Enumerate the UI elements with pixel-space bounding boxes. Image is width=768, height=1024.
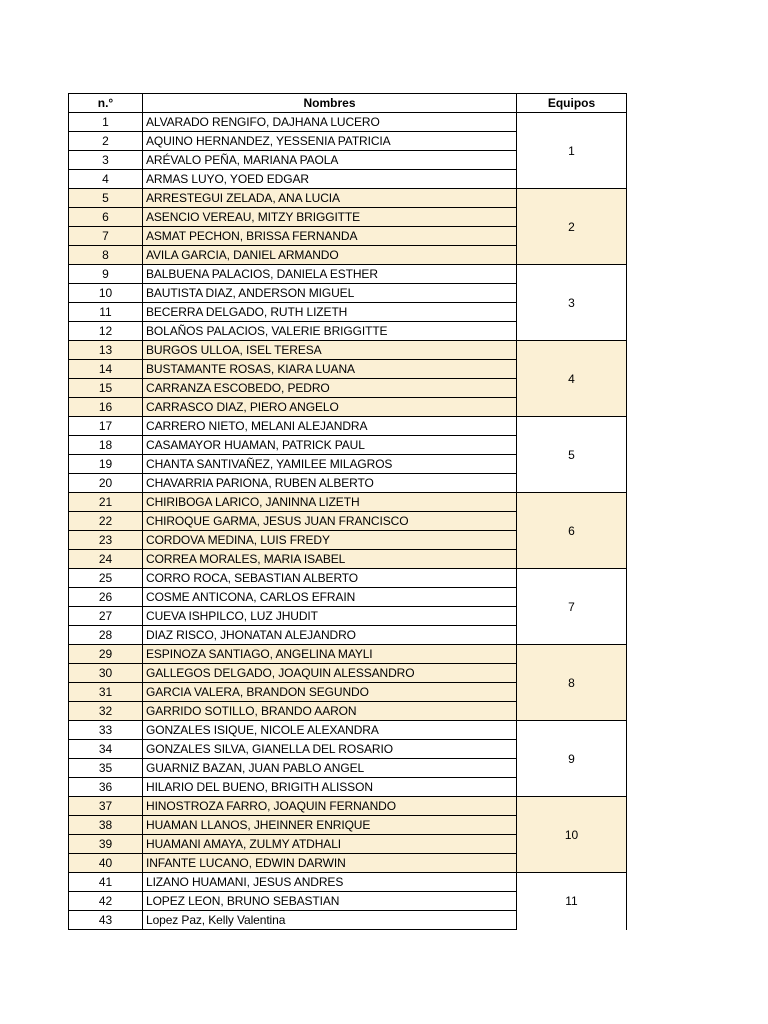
row-number: 26 [69, 588, 143, 607]
row-number: 17 [69, 417, 143, 436]
row-number: 36 [69, 778, 143, 797]
header-row [69, 94, 627, 113]
roster-body [69, 113, 627, 930]
row-number: 21 [69, 493, 143, 512]
row-number: 5 [69, 189, 143, 208]
student-name: COSME ANTICONA, CARLOS EFRAIN [143, 588, 517, 607]
row-number: 11 [69, 303, 143, 322]
table-row [69, 417, 627, 436]
table-row [69, 873, 627, 892]
team-number: 2 [517, 189, 627, 265]
row-number: 4 [69, 170, 143, 189]
student-name: BURGOS ULLOA, ISEL TERESA [143, 341, 517, 360]
student-name: CHANTA SANTIVAÑEZ, YAMILEE MILAGROS [143, 455, 517, 474]
row-number: 6 [69, 208, 143, 227]
row-number: 35 [69, 759, 143, 778]
row-number: 2 [69, 132, 143, 151]
student-name: AQUINO HERNANDEZ, YESSENIA PATRICIA [143, 132, 517, 151]
header-teams: Equipos [517, 94, 627, 113]
student-name: HUAMAN LLANOS, JHEINNER ENRIQUE [143, 816, 517, 835]
student-name: GARRIDO SOTILLO, BRANDO AARON [143, 702, 517, 721]
row-number: 32 [69, 702, 143, 721]
row-number: 14 [69, 360, 143, 379]
team-number: 6 [517, 493, 627, 569]
row-number: 10 [69, 284, 143, 303]
row-number: 34 [69, 740, 143, 759]
row-number: 20 [69, 474, 143, 493]
row-number: 31 [69, 683, 143, 702]
row-number: 7 [69, 227, 143, 246]
team-number: 10 [517, 797, 627, 873]
team-number: 9 [517, 721, 627, 797]
row-number: 9 [69, 265, 143, 284]
table-row [69, 721, 627, 740]
row-number: 15 [69, 379, 143, 398]
table-row [69, 341, 627, 360]
student-name: ASENCIO VEREAU, MITZY BRIGGITTE [143, 208, 517, 227]
student-name: AVILA GARCIA, DANIEL ARMANDO [143, 246, 517, 265]
student-name: Lopez Paz, Kelly Valentina [143, 911, 517, 930]
student-name: GONZALES ISIQUE, NICOLE ALEXANDRA [143, 721, 517, 740]
student-name: CORREA MORALES, MARIA ISABEL [143, 550, 517, 569]
row-number: 30 [69, 664, 143, 683]
row-number: 23 [69, 531, 143, 550]
student-name: CASAMAYOR HUAMAN, PATRICK PAUL [143, 436, 517, 455]
row-number: 1 [69, 113, 143, 132]
row-number: 38 [69, 816, 143, 835]
table-row [69, 797, 627, 816]
student-name: BECERRA DELGADO, RUTH LIZETH [143, 303, 517, 322]
student-name: GUARNIZ BAZAN, JUAN PABLO ANGEL [143, 759, 517, 778]
header-number: n.° [69, 94, 143, 113]
team-number: 3 [517, 265, 627, 341]
student-name: CHIROQUE GARMA, JESUS JUAN FRANCISCO [143, 512, 517, 531]
student-name: BOLAÑOS PALACIOS, VALERIE BRIGGITTE [143, 322, 517, 341]
student-name: HILARIO DEL BUENO, BRIGITH ALISSON [143, 778, 517, 797]
student-name: CORRO ROCA, SEBASTIAN ALBERTO [143, 569, 517, 588]
row-number: 27 [69, 607, 143, 626]
student-name: INFANTE LUCANO, EDWIN DARWIN [143, 854, 517, 873]
row-number: 42 [69, 892, 143, 911]
row-number: 19 [69, 455, 143, 474]
student-name: ARÉVALO PEÑA, MARIANA PAOLA [143, 151, 517, 170]
student-name: HINOSTROZA FARRO, JOAQUIN FERNANDO [143, 797, 517, 816]
student-name: ESPINOZA SANTIAGO, ANGELINA MAYLI [143, 645, 517, 664]
row-number: 40 [69, 854, 143, 873]
student-name: CHAVARRIA PARIONA, RUBEN ALBERTO [143, 474, 517, 493]
student-name: CORDOVA MEDINA, LUIS FREDY [143, 531, 517, 550]
row-number: 12 [69, 322, 143, 341]
row-number: 3 [69, 151, 143, 170]
student-name: ASMAT PECHON, BRISSA FERNANDA [143, 227, 517, 246]
row-number: 8 [69, 246, 143, 265]
row-number: 39 [69, 835, 143, 854]
row-number: 13 [69, 341, 143, 360]
team-number: 5 [517, 417, 627, 493]
team-roster-table [68, 93, 627, 930]
student-name: LIZANO HUAMANI, JESUS ANDRES [143, 873, 517, 892]
table-row [69, 113, 627, 132]
student-name: CHIRIBOGA LARICO, JANINNA LIZETH [143, 493, 517, 512]
row-number: 41 [69, 873, 143, 892]
student-name: GALLEGOS DELGADO, JOAQUIN ALESSANDRO [143, 664, 517, 683]
row-number: 37 [69, 797, 143, 816]
student-name: HUAMANI AMAYA, ZULMY ATDHALI [143, 835, 517, 854]
student-name: BUSTAMANTE ROSAS, KIARA LUANA [143, 360, 517, 379]
team-number: 11 [517, 873, 627, 930]
student-name: CARRASCO DIAZ, PIERO ANGELO [143, 398, 517, 417]
table-row [69, 645, 627, 664]
student-name: DIAZ RISCO, JHONATAN ALEJANDRO [143, 626, 517, 645]
student-name: LOPEZ LEON, BRUNO SEBASTIAN [143, 892, 517, 911]
student-name: GONZALES SILVA, GIANELLA DEL ROSARIO [143, 740, 517, 759]
team-number: 8 [517, 645, 627, 721]
table-row [69, 265, 627, 284]
student-name: CUEVA ISHPILCO, LUZ JHUDIT [143, 607, 517, 626]
row-number: 43 [69, 911, 143, 930]
student-name: ARMAS LUYO, YOED EDGAR [143, 170, 517, 189]
student-name: CARRANZA ESCOBEDO, PEDRO [143, 379, 517, 398]
row-number: 18 [69, 436, 143, 455]
row-number: 28 [69, 626, 143, 645]
table-row [69, 493, 627, 512]
student-name: BALBUENA PALACIOS, DANIELA ESTHER [143, 265, 517, 284]
team-number: 1 [517, 113, 627, 189]
table-row [69, 569, 627, 588]
header-names: Nombres [143, 94, 517, 113]
row-number: 25 [69, 569, 143, 588]
team-number: 4 [517, 341, 627, 417]
student-name: ARRESTEGUI ZELADA, ANA LUCIA [143, 189, 517, 208]
row-number: 22 [69, 512, 143, 531]
student-name: CARRERO NIETO, MELANI ALEJANDRA [143, 417, 517, 436]
row-number: 24 [69, 550, 143, 569]
row-number: 16 [69, 398, 143, 417]
table-row [69, 189, 627, 208]
student-name: BAUTISTA DIAZ, ANDERSON MIGUEL [143, 284, 517, 303]
row-number: 29 [69, 645, 143, 664]
row-number: 33 [69, 721, 143, 740]
student-name: GARCIA VALERA, BRANDON SEGUNDO [143, 683, 517, 702]
student-name: ALVARADO RENGIFO, DAJHANA LUCERO [143, 113, 517, 132]
team-number: 7 [517, 569, 627, 645]
